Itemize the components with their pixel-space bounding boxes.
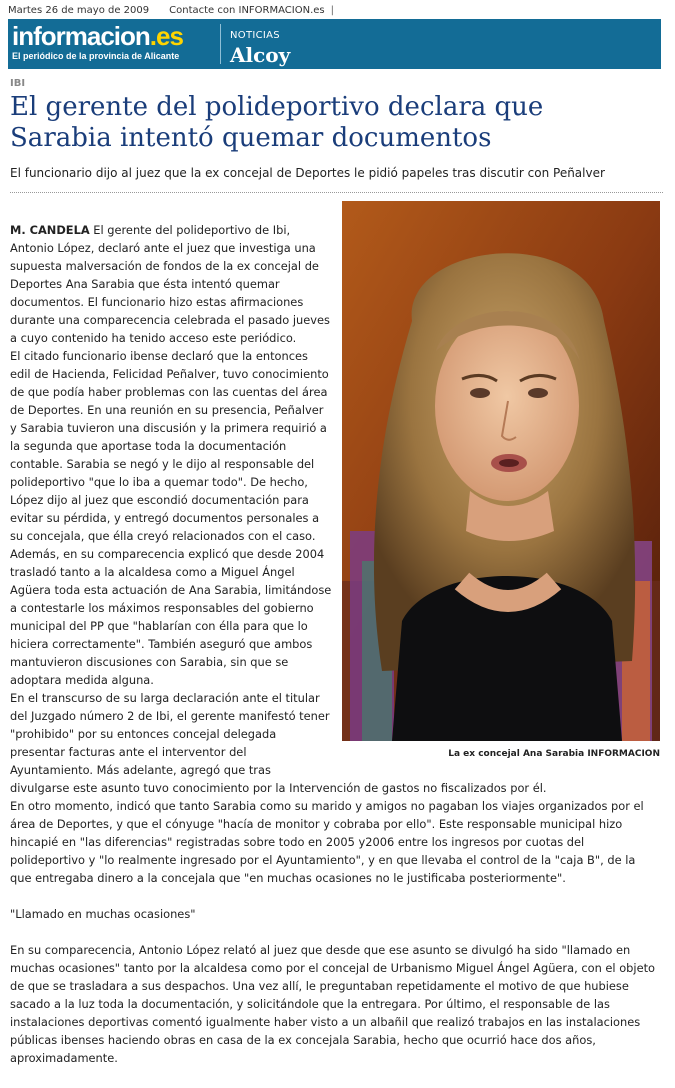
lead-text: El gerente del polideportivo de Ibi, Antonio López, declaró ante el juez que investiga una supuesta malversación de fondos de la ex concejal de Deportes Ana Sarabia que ésta intentó quemar documentos. El funcionario hizo estas afirmaciones durante una comparecencia celebrada el pasado jueves a cuyo contenido ha tenido acceso este periódico. (10, 223, 330, 345)
article-kicker: IBI (10, 78, 26, 89)
article-photo (342, 201, 660, 763)
logo-tld: .es (149, 21, 183, 51)
paragraph: En el transcurso de su larga declaración ante el titular del Juzgado número 2 de Ibi, el gerente manifestó tener "prohibido" por su entonces concejal delegada presentar facturas ante el interventor del Ayuntamiento. Más adelante, agregó que tras divulgarse este asunto tuvo conocimiento por la Intervención de gastos no fiscalizados por él. (10, 691, 547, 795)
masthead (8, 19, 661, 69)
paragraph: Además, en su comparecencia explicó que desde 2004 trasladó tanto a la alcaldesa como a Miguel Ángel Agüera toda esta actuación de Ana Sarabia, limitándose a contestarle los máximos responsables del gobierno municipal del PP que "hablarían con élla para que lo hiciera correctamente". También aseguró que ambos mantuvieron discusiones con Sarabia, sin que se adoptara medida alguna. (10, 547, 332, 687)
logo-name: informacion (12, 21, 150, 51)
article-body (10, 221, 660, 1067)
photo-caption: La ex concejal Ana Sarabia INFORMACION (448, 749, 660, 759)
paragraph: En otro momento, indicó que tanto Sarabia como su marido y amigos no pagaban los viajes organizados por el área de Deportes, y que el cónyuge "hacía de monitor y cobraba por ello". Este responsable municipal hizo hincapié en "las diferencias" registradas sobre todo en 2005 y2006 entre los ingresos por cuotas del polideportivo y "lo realmente ingresado por el Ayuntamiento", y en que llevaba el control de la "caja B", de la que entregaba dinero a la concejala que "en muchas ocasiones no le justificaba posteriormente". (10, 799, 644, 885)
article-headline: El gerente del polideportivo declara que Sarabia intentó quemar documentos (10, 92, 544, 153)
spacer (10, 887, 660, 905)
section-link[interactable]: NOTICIAS (230, 30, 280, 41)
byline: M. CANDELA (10, 223, 90, 237)
site-logo[interactable] (12, 21, 212, 67)
city-section-link[interactable]: Alcoy (230, 43, 291, 67)
paragraph: En su comparecencia, Antonio López relató al juez que desde que ese asunto se divulgó ha sido "llamado en muchas ocasiones" tanto por la alcaldesa como por el concejal de Urbanismo Miguel Ángel Agüera, con el objeto de que se trasladara a sus despachos. Una vez allí, le preguntaban repetidamente el motivo de que hubiese sacado a la luz toda la documentación, y solicitándole que la entregara. Por último, el responsable de las instalaciones deportivas comentó igualmente haber visto a un albañil que realizó trabajos en las instalaciones públicas ibenses haciendo obras en casa de la ex concejala Sarabia, hecho que ocurrió hace dos años, aproximadamente. (10, 943, 656, 1065)
article-subhead: El funcionario dijo al juez que la ex concejal de Deportes le pidió papeles tras discutir con Peñalver (10, 166, 605, 180)
topbar-separator: | (330, 4, 334, 16)
masthead-divider (220, 24, 221, 64)
portrait-photo (342, 201, 660, 741)
section-heading: "Llamado en muchas ocasiones" (10, 907, 196, 921)
logo-wordmark (12, 21, 183, 51)
divider (10, 192, 663, 193)
paragraph: El citado funcionario ibense declaró que la entonces edil de Hacienda, Felicidad Peñalver, tuvo conocimiento de que podía haber problemas con las cuentas del área de Deportes. En una reunión en su presencia, Peñalver y Sarabia tuvieron una discusión y la primera requirió a la segunda que aportase toda la documentación contable. Sarabia se negó y le dijo al responsable del polideportivo "que lo iba a quemar todo". De hecho, López dijo al juez que escondió documentación para evitar su pérdida, y entregó documentos personales a su concejala, que élla creyó relacionados con el caso. (10, 349, 329, 543)
date-label: Martes 26 de mayo de 2009 (8, 4, 150, 16)
top-bar (8, 2, 334, 18)
contact-link[interactable]: Contacte con INFORMACION.es (169, 4, 325, 16)
logo-tagline: El periódico de la provincia de Alicante (12, 51, 180, 61)
spacer (10, 923, 660, 941)
